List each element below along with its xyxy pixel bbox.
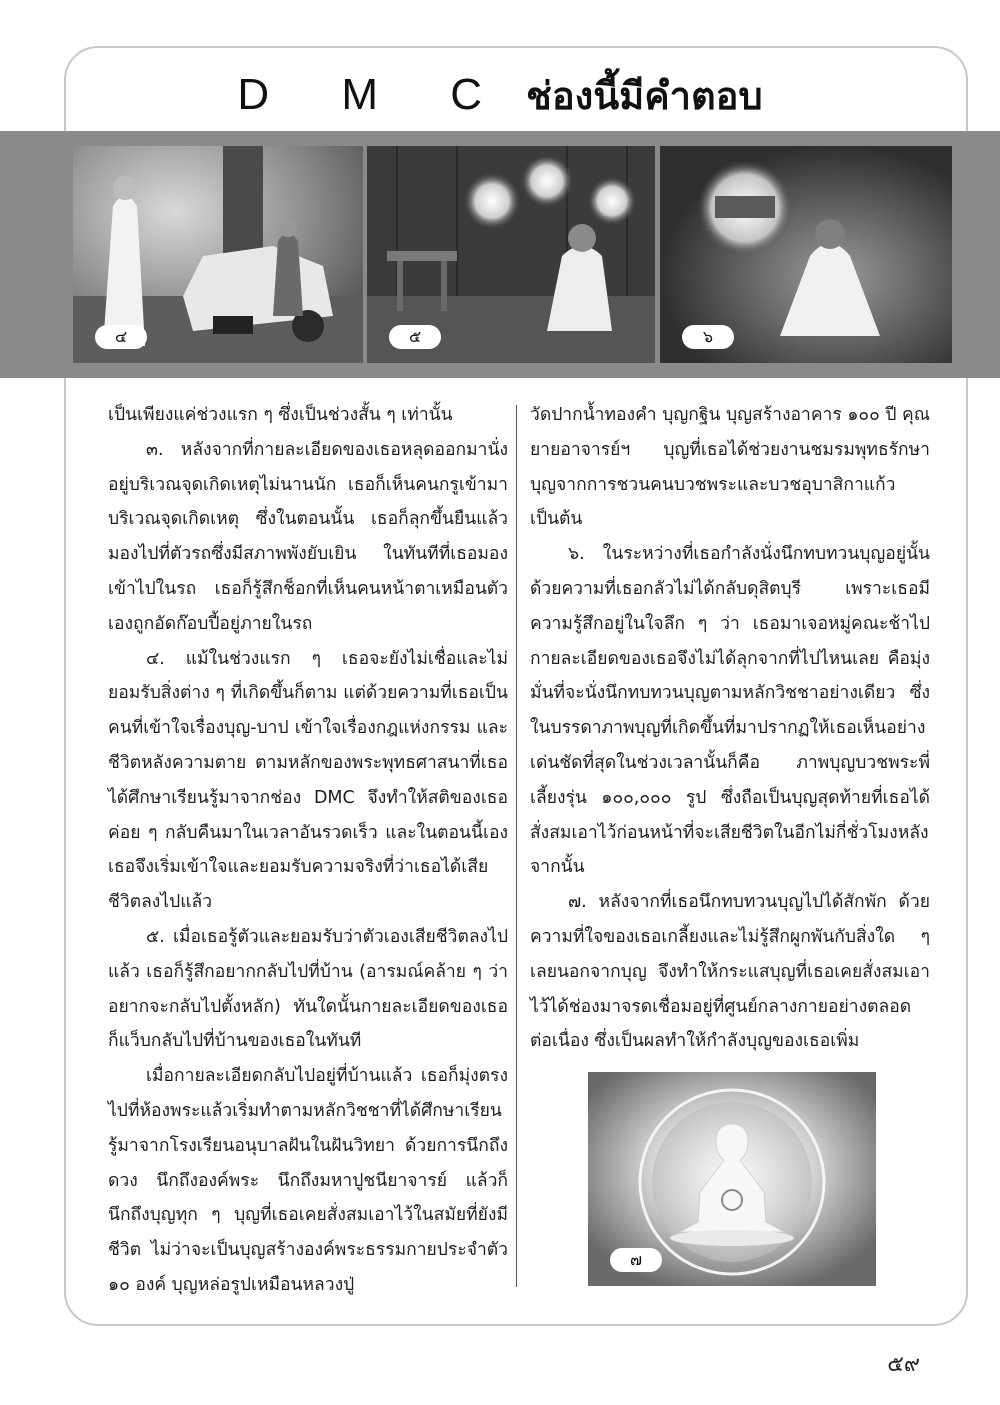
photo-meditation-home (367, 146, 655, 363)
paragraph: วัดปากน้ำทองคำ บุญกฐิน บุญสร้างอาคาร ๑๐๐ ปี คุณยายอาจารย์ฯ บุญที่เธอได้ช่วยงานชมรมพุทธรักษา บุญจากการชวนคนบวชพระและบวชอุบาสิกาแก้ว เป็นต้น (530, 405, 930, 530)
photo-accident-scene (73, 146, 363, 363)
paragraph: ๖. ในระหว่างที่เธอกำลังนั่งนึกทบทวนบุญอยู่นั้น ด้วยความที่เธอกลัวไม่ได้กลับดุสิตบุรี เพราะเธอมีความรู้สึกอยู่ในใจลึก ๆ ว่า เธอมาเจอหมู่คณะช้าไป กายละเอียดของเธอจึงไม่ได้ลุกจากที่ไปไหนเลย คือมุ่งมั่นที่จะนั่งนึกทบทวนบุญตามหลักวิชชาอย่างเดียว ซึ่งในบรรดาภาพบุญที่เกิดขึ้นที่มาปรากฏให้เธอเห็นอย่างเด่นชัดที่สุดในช่วงเวลานั้นก็คือ ภาพบุญบวชพระพี่เลี้ยงรุ่น ๑๐๐,๐๐๐ รูป ซึ่งถือเป็นบุญสุดท้ายที่เธอได้สั่งสมเอาไว้ก่อนหน้าที่จะเสียชีวิตในอีกไม่กี่ชั่วโมงหลังจากนั้น (530, 544, 930, 878)
text-column-right (530, 398, 930, 1059)
title-thai: ช่องนี้มีคำตอบ (526, 73, 763, 118)
paragraph: ๕. เมื่อเธอรู้ตัวและยอมรับว่าตัวเองเสียชีวิตลงไปแล้ว เธอก็รู้สึกอยากกลับไปที่บ้าน (อารมณ์คล้าย ๆ ว่าอยากจะกลับไปตั้งหลัก) ทันใดนั้นกายละเอียดของเธอก็แว็บกลับไปที่บ้านของเธอในทันที (108, 926, 508, 1052)
paragraph: ๓. หลังจากที่กายละเอียดของเธอหลุดออกมานั่งอยู่บริเวณจุดเกิดเหตุไม่นานนัก เธอก็เห็นคนกรูเข้ามาบริเวณจุดเกิดเหตุ ซึ่งในตอนนั้น เธอก็ลุกขึ้นยืนแล้วมองไปที่ตัวรถซึ่งมีสภาพพังยับเยิน ในทันทีที่เธอมองเข้าไปในรถ เธอก็รู้สึกช็อกที่เห็นคนหน้าตาเหมือนตัวเองถูกอัดก๊อบปี้อยู่ภายในรถ (108, 439, 508, 634)
photo-buddha-figure (588, 1072, 876, 1286)
paragraph: เมื่อกายละเอียดกลับไปอยู่ที่บ้านแล้ว เธอก็มุ่งตรงไปที่ห้องพระแล้วเริ่มทำตามหลักวิชชาที่ได้ศึกษาเรียนรู้มาจากโรงเรียนอนุบาลฝันในฝันวิทยา ด้วยการนึกถึงดวง นึกถึงองค์พระ นึกถึงมหาปูชนียาจารย์ แล้วก็นึกถึงบุญทุก ๆ บุญที่เธอเคยสั่งสมเอาไว้ในสมัยที่ยังมีชีวิต ไม่ว่าจะเป็นบุญสร้างองค์พระธรรมกายประจำตัว ๑๐ องค์ บุญหล่อรูปเหมือนหลวงปู่ (108, 1066, 508, 1295)
photo-meditation-merit (660, 146, 952, 363)
paragraph: ๗. หลังจากที่เธอนึกทบทวนบุญไปได้สักพัก ด้วยความที่ใจของเธอเกลี้ยงและไม่รู้สึกผูกพันกับสิ่งใด ๆ เลยนอกจากบุญ จึงทำให้กระแสบุญที่เธอเคยสั่งสมเอาไว้ได้ช่องมาจรดเชื่อมอยู่ที่ศูนย์กลางกายอย่างตลอดต่อเนื่อง ซึ่งเป็นผลทำให้กำลังบุญของเธอเพิ่ม (530, 892, 930, 1052)
photo-number-badge: ๕ (389, 325, 441, 349)
paragraph: เป็นเพียงแค่ช่วงแรก ๆ ซึ่งเป็นช่วงสั้น ๆ เท่านั้น (108, 405, 453, 425)
paragraph: ๔. แม้ในช่วงแรก ๆ เธอจะยังไม่เชื่อและไม่ยอมรับสิ่งต่าง ๆ ที่เกิดขึ้นก็ตาม แต่ด้วยความที่เธอเป็นคนที่เข้าใจเรื่องบุญ-บาป เข้าใจเรื่องกฎแห่งกรรม และชีวิตหลังความตาย ตามหลักของพระพุทธศาสนาที่เธอได้ศึกษาเรียนรู้มาจากช่อง DMC จึงทำให้สติของเธอค่อย ๆ กลับคืนมาในเวลาอันรวดเร็ว และในตอนนี้เอง เธอจึงเริ่มเข้าใจและยอมรับความจริงที่ว่าเธอได้เสียชีวิตลงไปแล้ว (108, 648, 508, 913)
photo-number-badge: ๗ (610, 1248, 662, 1272)
page-number: ๕๙ (887, 1352, 920, 1377)
title-latin: D M C (237, 70, 513, 119)
page-title (0, 64, 1000, 126)
photo-number-badge: ๖ (682, 325, 734, 349)
column-divider (516, 405, 517, 1287)
photo-number-badge: ๔ (95, 325, 147, 349)
text-column-left (108, 398, 508, 1303)
